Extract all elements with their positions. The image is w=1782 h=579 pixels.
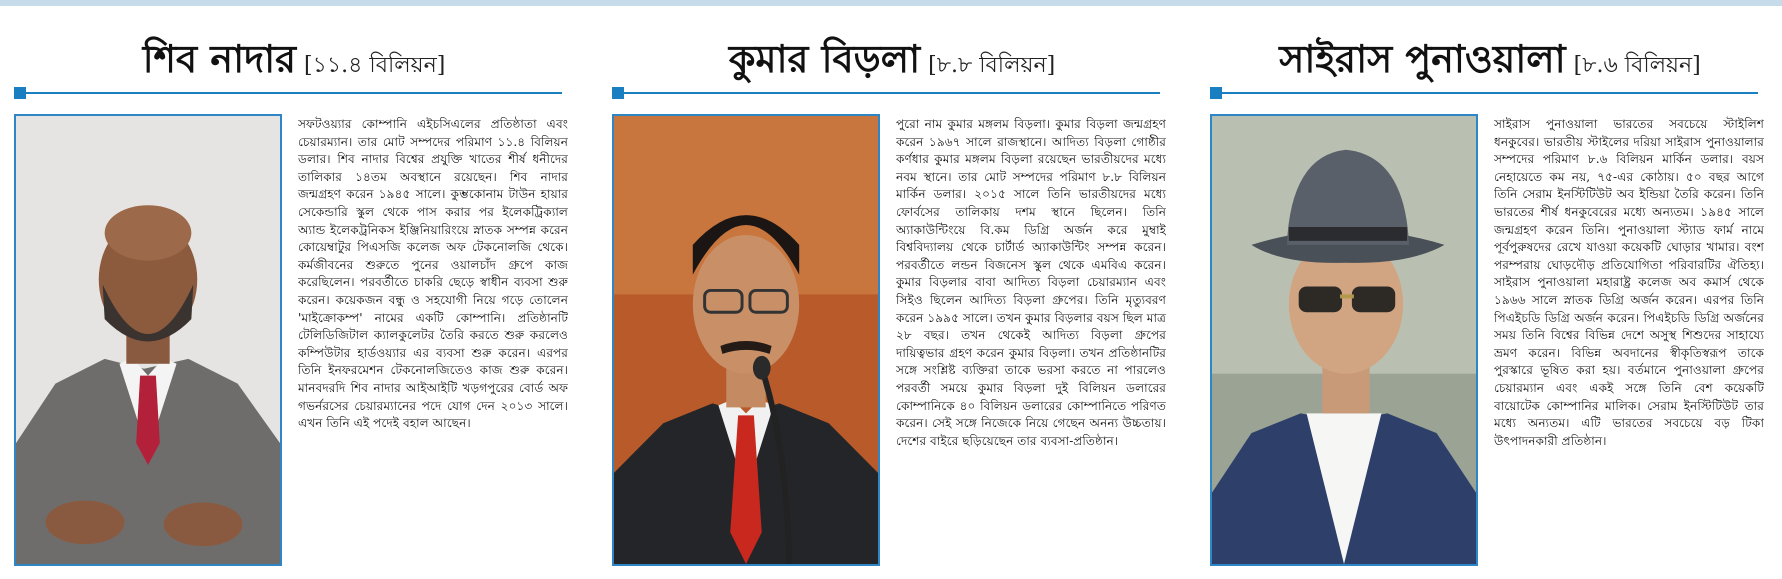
portrait-kumar-birla-icon	[614, 116, 878, 564]
profile-name: শিব নাদার	[142, 37, 297, 81]
profile-heading	[1210, 30, 1770, 86]
portrait-photo	[612, 114, 880, 566]
portrait-shiv-nadar-icon	[16, 116, 280, 564]
profile-heading	[14, 30, 574, 86]
portrait-photo	[1210, 114, 1478, 566]
profile-column-kumar-birla	[612, 0, 1172, 579]
profile-heading	[612, 30, 1172, 86]
heading-rule	[1210, 92, 1758, 94]
portrait-cyrus-poonawalla-icon	[1212, 116, 1476, 564]
profile-name: সাইরাস পুনাওয়ালা	[1279, 37, 1566, 81]
portrait-photo	[14, 114, 282, 566]
heading-rule	[612, 92, 1160, 94]
profile-bio: সাইরাস পুনাওয়ালা ভারতের সবচেয়ে স্টাইলিশ ধনকুবের। ভারতীয় স্টাইলের দরিয়া সাইরাস পুনাওয়ালার সম্পদের পরিমাণ ৮.৬ বিলিয়ন মার্কিন ডলার। বয়স নেহায়েতে কম নয়, ৭৫-এর কোঠায়। ৫০ বছর আগে তিনি সেরাম ইনস্টিটিউট অব ইন্ডিয়া তৈরি করেন। তিনি ভারতের শীর্ষ ধনকুবেরের মধ্যে অন্যতম। ১৯৪৫ সালে জন্মগ্রহণ করেন তিনি। পুনাওয়ালা স্ট্যাড ফার্ম নামে পূর্বপুরুষদের রেখে যাওয়া কয়েকটি ঘোড়ার খামার। বংশ পরম্পরায় ঘোড়দৌড় প্রতিযোগিতা পরিবারটির ঐতিহ্য। সাইরাস পুনাওয়ালা মহারাষ্ট্র কলেজ অব কমার্স থেকে ১৯৬৬ সালে স্নাতক ডিগ্রি অর্জন করেন। এরপর তিনি পিএইচডি ডিগ্রি অর্জন করেন। পিএইচডি ডিগ্রি অর্জনের সময় তিনি বিশ্বের বিভিন্ন দেশে অসুস্থ শিশুদের সাহায্যে ভ্রমণ করেন। বিভিন্ন অবদানের স্বীকৃতিস্বরূপ তাকে পুরস্কারে ভূষিত করা হয়। বর্তমানে পুনাওয়ালা গ্রুপের চেয়ারম্যান এবং একই সঙ্গে তিনি বেশ কয়েকটি বায়োটেক কোম্পানির মালিক। সেরাম ইনস্টিটিউট তার মধ্যে অন্যতম। এটি ভারতের সবচেয়ে বড় টিকা উৎপাদনকারী প্রতিষ্ঠান।	[1494, 117, 1764, 448]
profile-net-worth: [১১.৪ বিলিয়ন]	[304, 53, 446, 78]
profile-column-cyrus-poonawalla	[1210, 0, 1770, 579]
profile-name: কুমার বিড়লা	[728, 37, 921, 81]
profile-bio: পুরো নাম কুমার মঙ্গলম বিড়লা। কুমার বিড়লা জন্মগ্রহণ করেন ১৯৬৭ সালে রাজস্থানে। আদিত্য বিড়লা গোষ্ঠীর কর্ণধার কুমার মঙ্গলম বিড়লা রয়েছেন ভারতীয়দের মধ্যে নবম স্থানে। তার মোট সম্পদের পরিমাণ ৮.৮ বিলিয়ন মার্কিন ডলার। ২০১৫ সালে তিনি ভারতীয়দের মধ্যে ফোর্বসের তালিকায় দশম স্থানে ছিলেন। তিনি অ্যাকাউন্টিংয়ে বি.কম ডিগ্রি অর্জন করে মুম্বাই বিশ্ববিদ্যালয় থেকে চার্টার্ড অ্যাকাউন্টিং সম্পন্ন করেন। পরবর্তীতে লন্ডন বিজনেস স্কুল থেকে এমবিএ করেন। কুমার বিড়লার বাবা আদিত্য বিড়লা চেয়ারম্যান এবং সিইও ছিলেন আদিত্য বিড়লা গ্রুপের। তিনি মৃত্যুবরণ করেন ১৯৯৫ সালে। তখন কুমার বিড়লার বয়স ছিল মাত্র ২৮ বছর। তখন থেকেই আদিত্য বিড়লা গ্রুপের দায়িত্বভার গ্রহণ করেন কুমার বিড়লা। তখন প্রতিষ্ঠানটির সঙ্গে সংশ্লিষ্ট ব্যক্তিরা তাকে ভরসা করতে না পারলেও পরবর্তী সময়ে কুমার বিড়লা দুই বিলিয়ন ডলারের কোম্পানিকে ৪০ বিলিয়ন ডলারের কোম্পানিতে পরিণত করেন। সেই সঙ্গে নিজেকে নিয়ে গেছেন অনন্য উচ্চতায়। দেশের বাইরে ছড়িয়েছেন তার ব্যবসা-প্রতিষ্ঠান।	[896, 117, 1166, 448]
heading-rule	[14, 92, 562, 94]
profile-net-worth: [৮.৬ বিলিয়ন]	[1573, 53, 1701, 78]
profile-bio: সফটওয়্যার কোম্পানি এইচসিএলের প্রতিষ্ঠাতা এবং চেয়ারম্যান। তার মোট সম্পদের পরিমাণ ১১.৪ বিলিয়ন ডলার। শিব নাদার বিশ্বের প্রযুক্তি খাতের শীর্ষ ধনীদের তালিকার ১৪তম অবস্থানে রয়েছেন। শিব নাদার জন্মগ্রহণ করেন ১৯৪৫ সালে। কুম্ভকোনাম টাউন হায়ার সেকেন্ডারি স্কুল থেকে পাস করার পর ইলেকট্রিক্যাল অ্যান্ড ইলেকট্রনিকস ইঞ্জিনিয়ারিংয়ে স্নাতক সম্পন্ন করেন কোয়েম্বাটুর পিএসজি কলেজ অফ টেকনোলজি থেকে। কর্মজীবনের শুরুতে পুনের ওয়ালচাঁদ গ্রুপে কাজ করেছিলেন। পরবর্তীতে চাকরি ছেড়ে স্বাধীন ব্যবসা শুরু করেন। কয়েকজন বন্ধু ও সহযোগী নিয়ে গড়ে তোলেন 'মাইক্রোকম্প' নামের একটি কোম্পানি। প্রতিষ্ঠানটি টেলিডিজিটাল ক্যালকুলেটর তৈরি করতে শুরু করলেও কম্পিউটার হার্ডওয়্যার এর ব্যবসা শুরু করেন। এরপর তিনি ইনফরমেশন টেকনোলজিতেও কাজ শুরু করেন। মানবদরদি শিব নাদার আইআইটি খড়গপুরের বোর্ড অফ গভর্নরসের চেয়ারম্যানের পদে যোগ দেন ২০১৩ সালে। এখন তিনি এই পদেই বহাল আছেন।	[298, 117, 568, 431]
profile-net-worth: [৮.৮ বিলিয়ন]	[928, 53, 1056, 78]
profile-column-shiv-nadar	[14, 0, 574, 579]
